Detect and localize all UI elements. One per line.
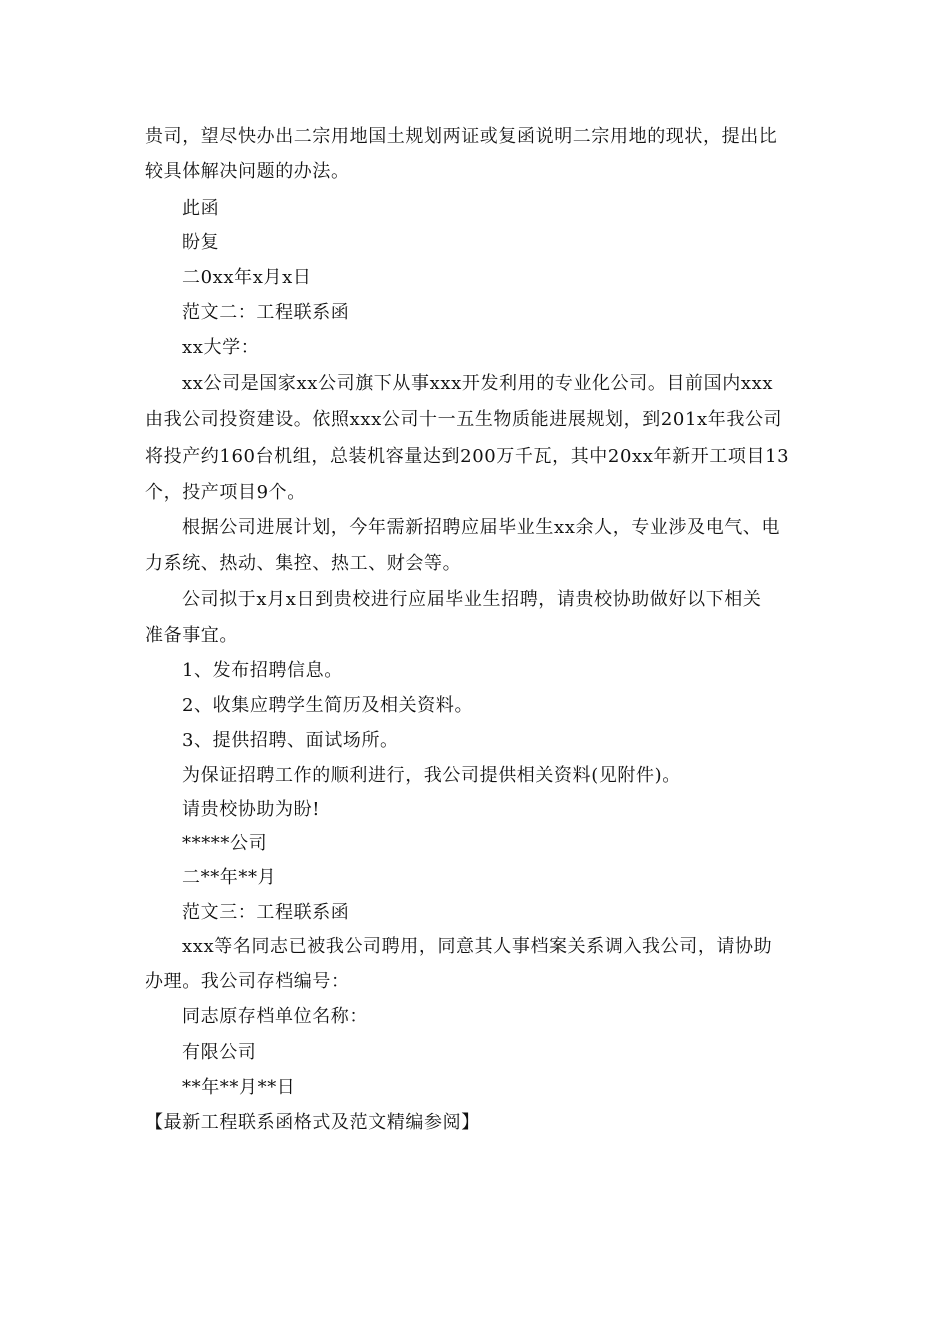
text-line: xx公司是国家xx公司旗下从事xxx开发利用的专业化公司。目前国内xxx xyxy=(182,373,774,394)
list-item: 1、发布招聘信息。 xyxy=(182,660,343,681)
text-line: 公司拟于x月x日到贵校进行应届毕业生招聘，请贵校协助做好以下相关 xyxy=(182,589,762,610)
list-item: 3、提供招聘、面试场所。 xyxy=(182,730,399,751)
text-line: 力系统、热动、集控、热工、财会等。 xyxy=(145,553,462,574)
section-heading: 范文三：工程联系函 xyxy=(182,902,350,923)
text-line: 此函 xyxy=(182,198,220,219)
text-line: 为保证招聘工作的顺利进行，我公司提供相关资料(见附件)。 xyxy=(182,765,681,786)
text-line: 由我公司投资建设。依照xxx公司十一五生物质能进展规划，到201x年我公司 xyxy=(145,409,783,430)
text-line: 办理。我公司存档编号： xyxy=(145,971,350,992)
list-item: 2、收集应聘学生简历及相关资料。 xyxy=(182,695,474,716)
text-line: 贵司，望尽快办出二宗用地国土规划两证或复函说明二宗用地的现状，提出比 xyxy=(145,126,778,147)
date-line: 二**年**月 xyxy=(182,867,277,888)
text-line: 有限公司 xyxy=(182,1042,257,1063)
text-line: xxx等名同志已被我公司聘用，同意其人事档案关系调入我公司，请协助 xyxy=(182,936,773,957)
text-line: 将投产约160台机组，总装机容量达到200万千瓦，其中20xx年新开工项目13 xyxy=(145,446,790,467)
document-footer-title: 【最新工程联系函格式及范文精编参阅】 xyxy=(145,1112,480,1133)
text-line: 请贵校协助为盼! xyxy=(182,799,321,820)
section-heading: 范文二：工程联系函 xyxy=(182,302,350,323)
text-line: 个，投产项目9个。 xyxy=(145,482,306,503)
date-line: 二0xx年x月x日 xyxy=(182,267,312,288)
text-line: 准备事宜。 xyxy=(145,625,238,646)
text-line: 同志原存档单位名称： xyxy=(182,1006,368,1027)
signature-line: *****公司 xyxy=(182,833,268,854)
text-line: 根据公司进展计划，今年需新招聘应届毕业生xx余人，专业涉及电气、电 xyxy=(182,517,781,538)
date-line: **年**月**日 xyxy=(182,1077,296,1098)
text-line: 较具体解决问题的办法。 xyxy=(145,161,350,182)
text-line: 盼复 xyxy=(182,232,220,253)
salutation: xx大学： xyxy=(182,337,260,358)
